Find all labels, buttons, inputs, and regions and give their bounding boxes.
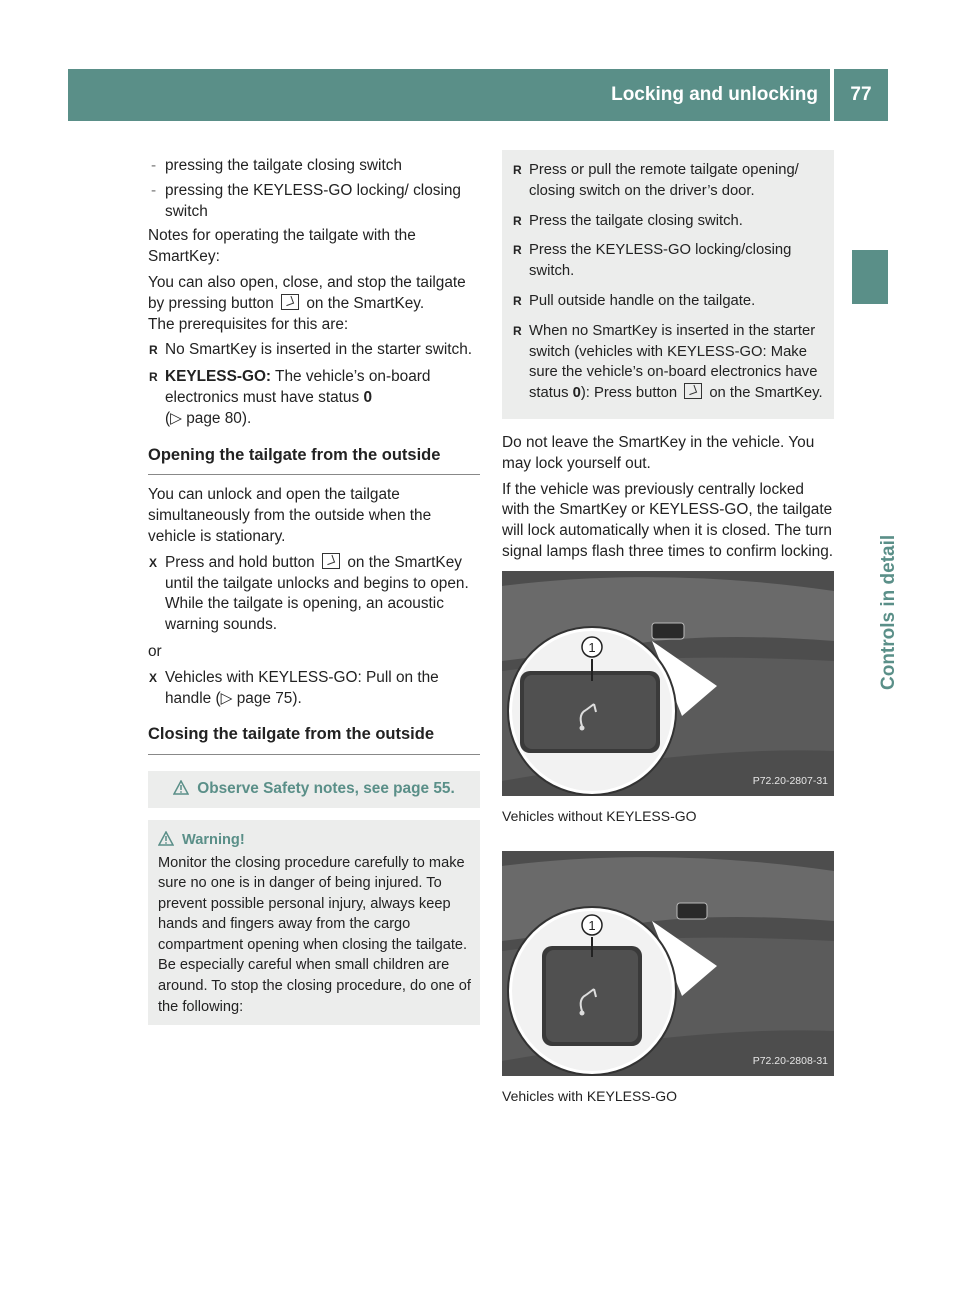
warning-triangle-icon [158, 831, 174, 846]
step-item: X Press and hold button on the SmartKey until the tailgate unlocks and begins to open. While the tailgate is opening, an acoustic warning sounds. [148, 553, 480, 636]
side-label: Controls in detail [878, 534, 899, 690]
callout-number: 1 [588, 639, 596, 655]
smartkey-paragraph: You can also open, close, and stop the tailgate by pressing button on the SmartKey. [148, 273, 466, 312]
notes-intro: Notes for operating the tailgate with the SmartKey: [148, 227, 416, 266]
page-number: 77 [834, 69, 888, 121]
heading-open-tailgate: Opening the tailgate from the outside [148, 445, 480, 476]
dash-item: - pressing the KEYLESS-GO locking/ closing switch [148, 181, 480, 223]
figure-caption: Vehicles without KEYLESS-GO [502, 807, 697, 824]
header-title: Locking and unlocking [611, 84, 818, 105]
figure-caption: Vehicles with KEYLESS-GO [502, 1087, 678, 1104]
list-item: R Pull outside handle on the tailgate. [512, 291, 826, 312]
figure-with-keyless-go [502, 851, 834, 1076]
side-tab [852, 250, 888, 304]
or-text: or [148, 642, 162, 660]
warning-text: Monitor the closing procedure carefully to make sure no one is in danger of being injured. To prevent possible personal injury, always keep hands and fingers away from the cargo compartment opening when closing the tailgate. Be especially careful when small children are around. To stop the closing procedure, do one of the following: [158, 854, 471, 1015]
right-column [502, 150, 834, 1130]
list-item: R When no SmartKey is inserted in the starter switch (vehicles with KEYLESS-GO: Make sure the vehicle’s on-board electronics have status 0): Press button on the SmartKey. [512, 321, 826, 404]
tailgate-illustration [502, 571, 834, 796]
paragraph: Do not leave the SmartKey in the vehicle. You may lock yourself out. [502, 433, 815, 472]
figure-code: P72.20-2807-31 [752, 774, 828, 787]
step-item: X Vehicles with KEYLESS-GO: Pull on the handle (▷ page 75). [148, 668, 480, 710]
list-item: R KEYLESS-GO: The vehicle’s on-board electronics must have status 0 (▷ page 80). [148, 367, 480, 429]
prereq-text: The prerequisites for this are: [148, 315, 349, 333]
tailgate-button-icon [322, 553, 340, 569]
list-item: R Press the KEYLESS-GO locking/closing switch. [512, 240, 826, 282]
left-column [148, 156, 480, 1025]
tailgate-illustration [502, 851, 834, 1076]
list-item: R Press the tailgate closing switch. [512, 211, 826, 232]
figure-code: P72.20-2808-31 [752, 1054, 828, 1067]
list-item: R Press or pull the remote tailgate opening/ closing switch on the driver’s door. [512, 160, 826, 202]
heading-close-tailgate: Closing the tailgate from the outside [148, 724, 480, 755]
tailgate-button-icon [281, 294, 299, 310]
open-intro: You can unlock and open the tailgate simultaneously from the outside when the vehicle is stationary. [148, 486, 432, 545]
safety-notice: Observe Safety notes, see page 55. [148, 771, 480, 808]
figure-without-keyless-go [502, 571, 834, 796]
stop-procedure-box [502, 150, 834, 419]
paragraph: If the vehicle was previously centrally locked with the SmartKey or KEYLESS-GO, the tailgate will lock automatically when it is closed. The turn signal lamps flash three times to confirm locking. [502, 480, 834, 560]
warning-box [148, 820, 480, 1025]
dash-item: - pressing the tailgate closing switch [148, 156, 480, 177]
warning-triangle-icon [173, 780, 189, 795]
tailgate-button-icon [684, 383, 702, 399]
list-item: R No SmartKey is inserted in the starter switch. [148, 340, 480, 361]
warning-title: Warning! [158, 830, 474, 851]
callout-number: 1 [588, 917, 596, 933]
